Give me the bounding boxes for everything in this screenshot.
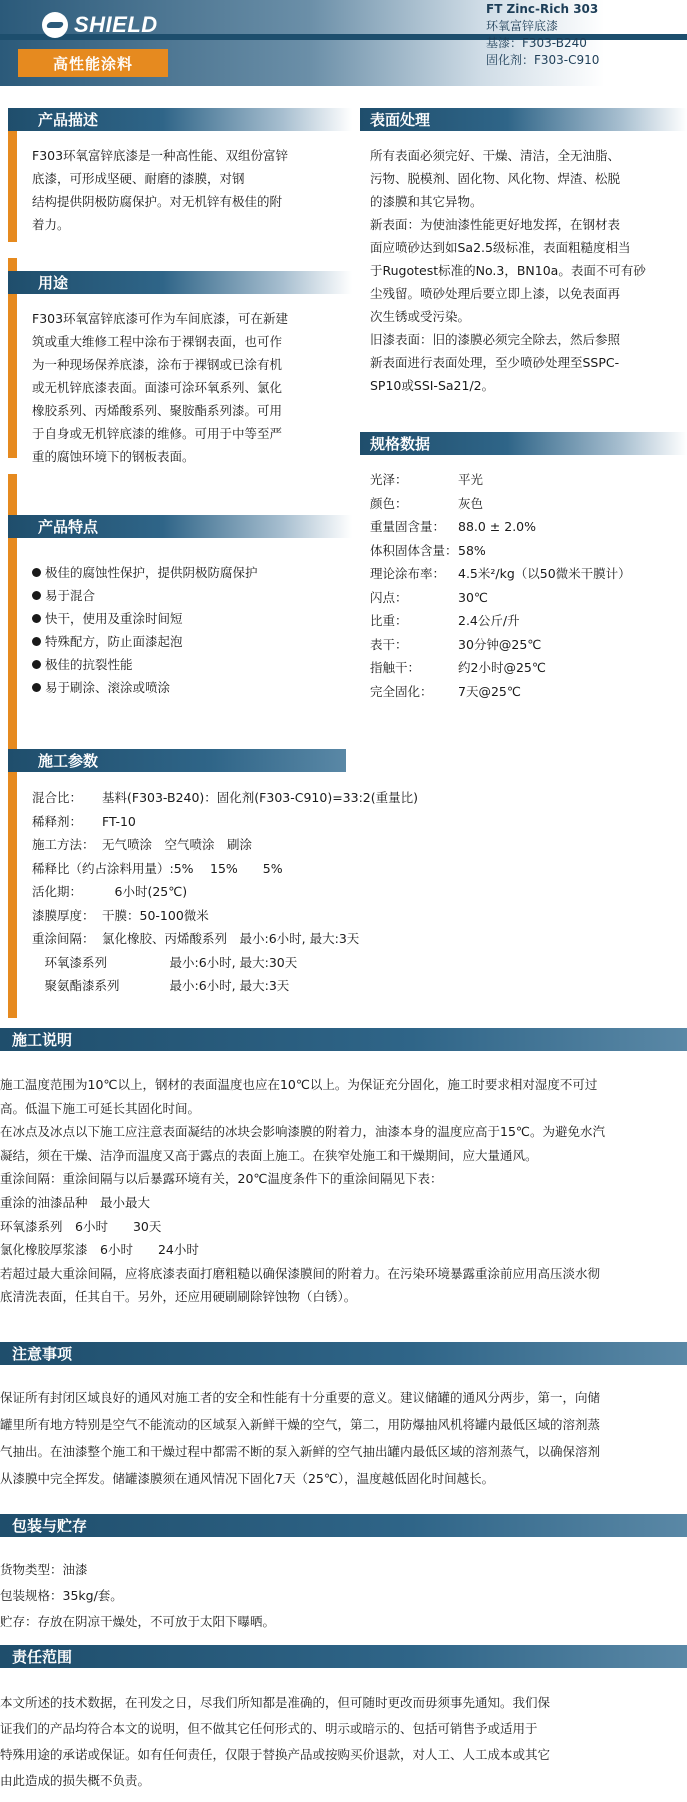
- bullet-icon: [32, 614, 41, 623]
- bullet-icon: [32, 683, 41, 692]
- liability-text: [0, 1690, 687, 1794]
- text-line: 旧漆表面：旧的漆膜必须完全除去，然后参照: [370, 332, 621, 347]
- notes-text: [0, 1384, 687, 1492]
- row-value: 约2小时@25℃: [458, 660, 546, 676]
- row-value: 6小时(25℃): [102, 884, 188, 900]
- feature-item: [32, 676, 350, 699]
- feature-item: [32, 653, 350, 676]
- product-code: FT Zinc-Rich 303: [486, 2, 599, 16]
- section-accent-bar: [8, 760, 17, 1018]
- feature-item: [32, 630, 350, 653]
- text-line: 重的腐蚀环境下的钢板表面。: [32, 449, 195, 464]
- data-row: [370, 633, 682, 657]
- data-row: [370, 656, 682, 680]
- bullet-icon: [32, 568, 41, 577]
- row-value: 4.5米²/kg（以50微米干膜计）: [458, 566, 631, 582]
- packaging-text: [0, 1557, 687, 1635]
- feature-label: 特殊配方，防止面漆起泡: [45, 634, 183, 649]
- row-value: 无气喷涂 空气喷涂 刷涂: [102, 837, 253, 853]
- brand-logo: [42, 8, 158, 42]
- brand-name: SHIELD: [74, 12, 158, 37]
- row-label: 光泽：: [370, 472, 408, 488]
- row-value: 环氧漆系列 最小:6小时, 最大:30天: [32, 954, 298, 970]
- row-value: 7天@25℃: [458, 683, 521, 699]
- text-line: 尘残留。喷砂处理后要立即上漆，以免表面再: [370, 286, 621, 301]
- product-name: 环氧富锌底漆: [486, 19, 559, 33]
- text-line: 筑或重大维修工程中涂布于裸钢表面，也可作: [32, 334, 283, 349]
- base-paint-code: 基漆：F303-B240: [486, 36, 587, 50]
- section-title-description: 产品描述: [8, 108, 352, 131]
- data-row: [32, 904, 652, 928]
- text-line: 或无机锌底漆表面。面漆可涂环氧系列、氯化: [32, 380, 283, 395]
- text-line: 重涂的油漆品种 最小最大: [0, 1194, 151, 1210]
- text-line: 着力。: [32, 217, 70, 232]
- row-label: 理论涂布率：: [370, 566, 446, 582]
- text-line: 环氧漆系列 6小时 30天: [0, 1218, 162, 1234]
- row-label: 重量固含量：: [370, 519, 446, 535]
- row-value: 2.4公斤/升: [458, 613, 520, 629]
- section-title-usage: 用途: [8, 271, 352, 294]
- description-text: [32, 144, 350, 236]
- specs-table: [370, 468, 682, 703]
- row-label: 颜色：: [370, 495, 408, 511]
- data-row: [370, 492, 682, 516]
- text-line: 货物类型：油漆: [0, 1562, 88, 1577]
- feature-item: [32, 561, 350, 584]
- feature-item: [32, 584, 350, 607]
- data-row: [370, 680, 682, 704]
- section-title-surface: 表面处理: [360, 108, 687, 131]
- text-line: 高。低温下施工可延长其固化时间。: [0, 1100, 201, 1116]
- row-label: 闪点：: [370, 589, 408, 605]
- row-label: 施工方法：: [32, 837, 95, 853]
- text-line: 氯化橡胶厚浆漆 6小时 24小时: [0, 1242, 199, 1258]
- data-row: [370, 468, 682, 492]
- text-line: 底漆，可形成坚硬、耐磨的漆膜，对钢: [32, 171, 245, 186]
- row-label: 指触干：: [370, 660, 421, 676]
- text-line: 新表面进行表面处理，至少喷砂处理至SSPC-: [370, 355, 620, 370]
- row-label: 稀释剂：: [32, 813, 83, 829]
- text-line: 所有表面必须完好、干燥、清洁，全无油脂、: [370, 148, 621, 163]
- text-line: 新表面：为使油漆性能更好地发挥，在钢材表: [370, 217, 621, 232]
- text-line: 污物、脱模剂、固化物、风化物、焊渣、松脱: [370, 171, 621, 186]
- text-line: 本文所述的技术数据，在刊发之日，尽我们所知都是准确的，但可随时更改而毋须事先通知。我们保: [0, 1695, 551, 1710]
- text-line: 于自身或无机锌底漆的维修。可用于中等至严: [32, 426, 283, 441]
- bullet-icon: [32, 591, 41, 600]
- feature-label: 快干，使用及重涂时间短: [45, 611, 183, 626]
- data-row: [32, 880, 652, 904]
- text-line: 保证所有封闭区域良好的通风对施工者的安全和性能有十分重要的意义。建议储罐的通风分两步，第一，向储: [0, 1390, 601, 1405]
- section-title-features: 产品特点: [8, 515, 352, 538]
- row-value: 基料(F303-B240)：固化剂(F303-C910)=33:2(重量比): [102, 790, 418, 806]
- text-line: 为一种现场保养底漆，涂布于裸钢或已涂有机: [32, 357, 283, 372]
- data-row: [32, 974, 652, 998]
- row-value: 58%: [458, 542, 486, 558]
- text-line: 贮存：存放在阴凉干燥处，不可放于太阳下曝晒。: [0, 1614, 276, 1629]
- text-line: 面应喷砂达到如Sa2.5级标准，表面粗糙度相当: [370, 240, 631, 255]
- bullet-icon: [32, 637, 41, 646]
- feature-label: 易于刷涂、滚涂或喷涂: [45, 680, 171, 695]
- text-line: 底清洗表面，任其自干。另外，还应用硬刷刷除锌蚀物（白锈）。: [0, 1289, 357, 1305]
- text-line: 结构提供阴极防腐保护。对无机锌有极佳的附: [32, 194, 283, 209]
- text-line: 施工温度范围为10℃以上，钢材的表面温度也应在10℃以上。为保证充分固化，施工时要求相对湿度不可过: [0, 1077, 598, 1092]
- text-line: F303环氧富锌底漆可作为车间底漆，可在新建: [32, 311, 289, 326]
- row-label: 完全固化：: [370, 683, 433, 699]
- instructions-text: [0, 1073, 687, 1309]
- row-label: 重涂间隔：: [32, 931, 95, 947]
- row-label: 比重：: [370, 613, 408, 629]
- text-line: SP10或SSI-Sa21/2。: [370, 378, 495, 393]
- section-title-instructions: 施工说明: [0, 1028, 687, 1051]
- features-list: [32, 561, 350, 699]
- surface-text: [370, 144, 682, 397]
- data-row: [32, 927, 652, 951]
- row-label: 混合比：: [32, 790, 83, 806]
- product-info: [486, 1, 599, 69]
- hardener-code: 固化剂：F303-C910: [486, 53, 600, 67]
- brand-tagline: 高性能涂料: [18, 49, 168, 77]
- text-line: 重涂间隔：重涂间隔与以后暴露环境有关，20℃温度条件下的重涂间隔见下表：: [0, 1171, 443, 1187]
- data-row: [370, 539, 682, 563]
- bullet-icon: [32, 660, 41, 669]
- text-line: 凝结，须在干燥、洁净而温度又高于露点的表面上施工。在狭窄处施工和干燥期间，应大量通风。: [0, 1147, 538, 1163]
- feature-label: 极佳的腐蚀性保护，提供阴极防腐保护: [45, 565, 258, 580]
- data-row: [370, 609, 682, 633]
- row-value: FT-10: [102, 813, 136, 829]
- data-row: [370, 586, 682, 610]
- data-row: [32, 833, 652, 857]
- section-title-specs: 规格数据: [360, 432, 687, 455]
- data-row: [32, 786, 652, 810]
- feature-item: [32, 607, 350, 630]
- text-line: 次生锈或受污染。: [370, 309, 471, 324]
- row-label: 活化期：: [32, 884, 83, 900]
- section-title-notes: 注意事项: [0, 1342, 687, 1365]
- text-line: 气抽出。在油漆整个施工和干燥过程中都需不断的泵入新鲜的空气抽出罐内最低区域的溶剂蒸气，以确保溶剂: [0, 1444, 601, 1459]
- row-value: 稀释比（约占涂料用量）:5% 15% 5%: [32, 860, 283, 876]
- row-label: 表干：: [370, 636, 408, 652]
- row-value: 30分钟@25℃: [458, 636, 542, 652]
- text-line: 若超过最大重涂间隔，应将底漆表面打磨粗糙以确保漆膜间的附着力。在污染环境暴露重涂前应用高压淡水彻: [0, 1265, 601, 1281]
- text-line: 橡胶系列、丙烯酸系列、聚胺酯系列漆。可用: [32, 403, 283, 418]
- data-row: [32, 951, 652, 975]
- row-label: 体积固体含量：: [370, 542, 458, 558]
- usage-text: [32, 307, 350, 468]
- text-line: 由此造成的损失概不负责。: [0, 1773, 151, 1788]
- row-value: 聚氨酯漆系列 最小:6小时, 最大:3天: [32, 978, 290, 994]
- row-label: 漆膜厚度：: [32, 907, 95, 923]
- application-table: [32, 786, 652, 998]
- row-value: 灰色: [458, 495, 484, 511]
- row-value: 平光: [458, 472, 484, 488]
- section-accent-bar: [8, 112, 17, 242]
- data-row: [32, 857, 652, 881]
- text-line: 于Rugotest标准的No.3，BN10a。表面不可有砂: [370, 263, 646, 278]
- section-title-liability: 责任范围: [0, 1645, 687, 1668]
- section-title-application: 施工参数: [8, 749, 346, 772]
- data-row: [370, 515, 682, 539]
- text-line: 的漆膜和其它异物。: [370, 194, 483, 209]
- text-line: F303环氧富锌底漆是一种高性能、双组份富锌: [32, 148, 289, 163]
- row-value: 氯化橡胶、丙烯酸系列 最小:6小时, 最大:3天: [102, 931, 360, 947]
- shield-logo-icon: [42, 12, 68, 38]
- text-line: 从漆膜中完全挥发。储罐漆膜须在通风情况下固化7天（25℃），温度越低固化时间越长。: [0, 1471, 495, 1486]
- section-title-packaging: 包装与贮存: [0, 1514, 687, 1537]
- text-line: 包装规格：35kg/套。: [0, 1588, 123, 1603]
- text-line: 罐里所有地方特别是空气不能流动的区域泵入新鲜干燥的空气，第二，用防爆抽风机将罐内最低区域的溶剂蒸: [0, 1417, 601, 1432]
- row-value: 干膜：50-100微米: [102, 907, 209, 923]
- row-value: 88.0 ± 2.0%: [458, 519, 537, 535]
- row-value: 30℃: [458, 589, 488, 605]
- data-row: [32, 810, 652, 834]
- text-line: 特殊用途的承诺或保证。如有任何责任，仅限于替换产品或按购买价退款，对人工、人工成本或其它: [0, 1747, 551, 1762]
- data-row: [370, 562, 682, 586]
- header-banner: [0, 0, 687, 86]
- feature-label: 易于混合: [45, 588, 96, 603]
- text-line: 证我们的产品均符合本文的说明，但不做其它任何形式的、明示或暗示的、包括可销售予或适用于: [0, 1721, 538, 1736]
- feature-label: 极佳的抗裂性能: [45, 657, 133, 672]
- text-line: 在冰点及冰点以下施工应注意表面凝结的冰块会影响漆膜的附着力，油漆本身的温度应高于15℃。为避免水汽: [0, 1124, 605, 1140]
